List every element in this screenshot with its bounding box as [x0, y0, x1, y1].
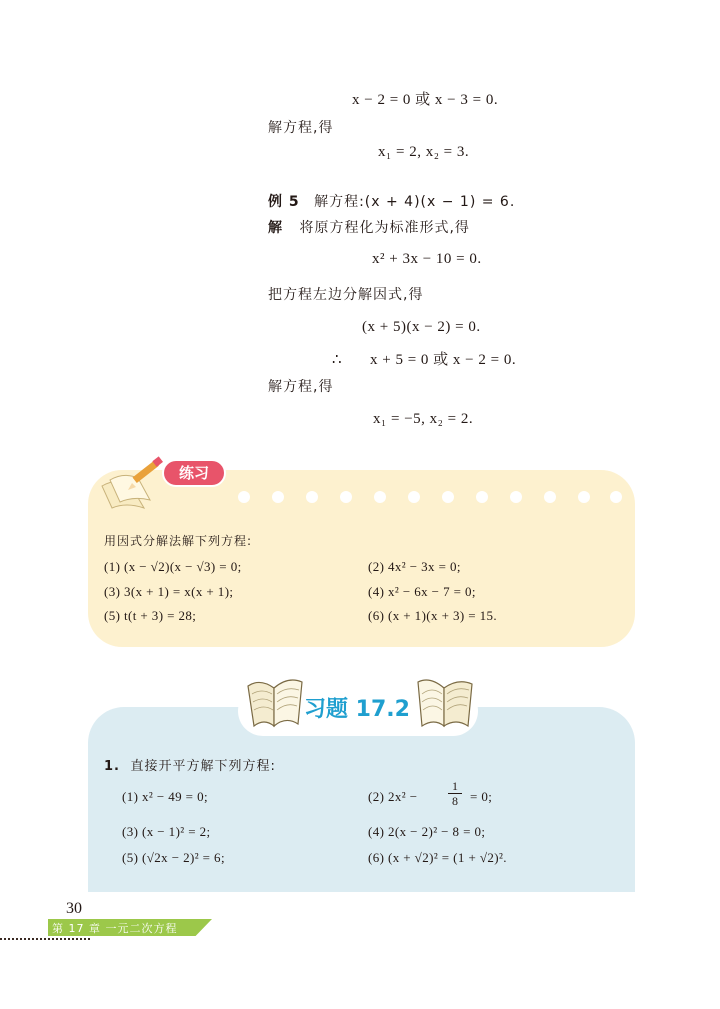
- practice-item: (5) t(t + 3) = 28;: [104, 608, 197, 623]
- text-line: 解方程,得: [268, 379, 334, 395]
- chapter-label: 第 17 章 一元二次方程: [52, 922, 178, 935]
- exercise-item: (6) (x + √2)² = (1 + √2)².: [368, 850, 507, 865]
- text-line: 解方程,得: [268, 120, 334, 136]
- equation-line: (x + 5)(x − 2) = 0.: [362, 319, 481, 335]
- equation-line: x − 2 = 0 或 x − 3 = 0.: [352, 92, 499, 108]
- exercise-question: [104, 757, 276, 776]
- dotted-rule: [0, 938, 90, 940]
- equation-line: x + 5 = 0 或 x − 2 = 0.: [370, 352, 517, 368]
- practice-badge: 练习: [178, 464, 210, 482]
- practice-item: (6) (x + 1)(x + 3) = 15.: [368, 608, 498, 623]
- practice-item: (1) (x − √2)(x − √3) = 0;: [104, 559, 242, 574]
- exercise-item: (1) x² − 49 = 0;: [122, 789, 208, 804]
- fraction-denominator: 8: [448, 793, 462, 808]
- question-text: 直接开平方解下列方程:: [130, 759, 276, 774]
- exercise-item: (5) (√2x − 2)² = 6;: [122, 850, 225, 865]
- exercise-item: (3) (x − 1)² = 2;: [122, 824, 211, 839]
- practice-item: (2) 4x² − 3x = 0;: [368, 559, 461, 574]
- fraction-numerator: 1: [452, 779, 458, 793]
- practice-intro: 用因式分解法解下列方程:: [104, 534, 253, 548]
- equation-line: x₁ = −5, x₂ = 2.: [373, 411, 474, 427]
- exercise-item: (2) 2x² −: [368, 789, 418, 804]
- example-heading: [268, 193, 515, 211]
- text-line: 把方程左边分解因式,得: [268, 287, 424, 303]
- practice-item: (4) x² − 6x − 7 = 0;: [368, 584, 476, 599]
- practice-item: (3) 3(x + 1) = x(x + 1);: [104, 584, 234, 599]
- fraction: [448, 779, 462, 808]
- open-book-icon: [244, 674, 306, 734]
- solution-text: 将原方程化为标准形式,得: [299, 220, 470, 236]
- equation-line: x² + 3x − 10 = 0.: [372, 251, 482, 267]
- exercise-title: 习题 17.2: [304, 697, 410, 722]
- example-label: 例 5: [268, 194, 300, 210]
- practice-badge-bg: [162, 459, 226, 487]
- equation-line: x₁ = 2, x₂ = 3.: [378, 144, 470, 160]
- solution-label: 解: [268, 220, 283, 236]
- therefore-symbol: ∴: [332, 352, 343, 368]
- example-text: 解方程:(x + 4)(x − 1) = 6.: [314, 194, 516, 210]
- page-number: 30: [66, 900, 82, 917]
- open-book-icon: [412, 672, 476, 734]
- question-number: 1.: [104, 759, 120, 774]
- fraction-tail: = 0;: [470, 789, 493, 804]
- solution-heading: [268, 219, 470, 237]
- exercise-item: (4) 2(x − 2)² − 8 = 0;: [368, 824, 486, 839]
